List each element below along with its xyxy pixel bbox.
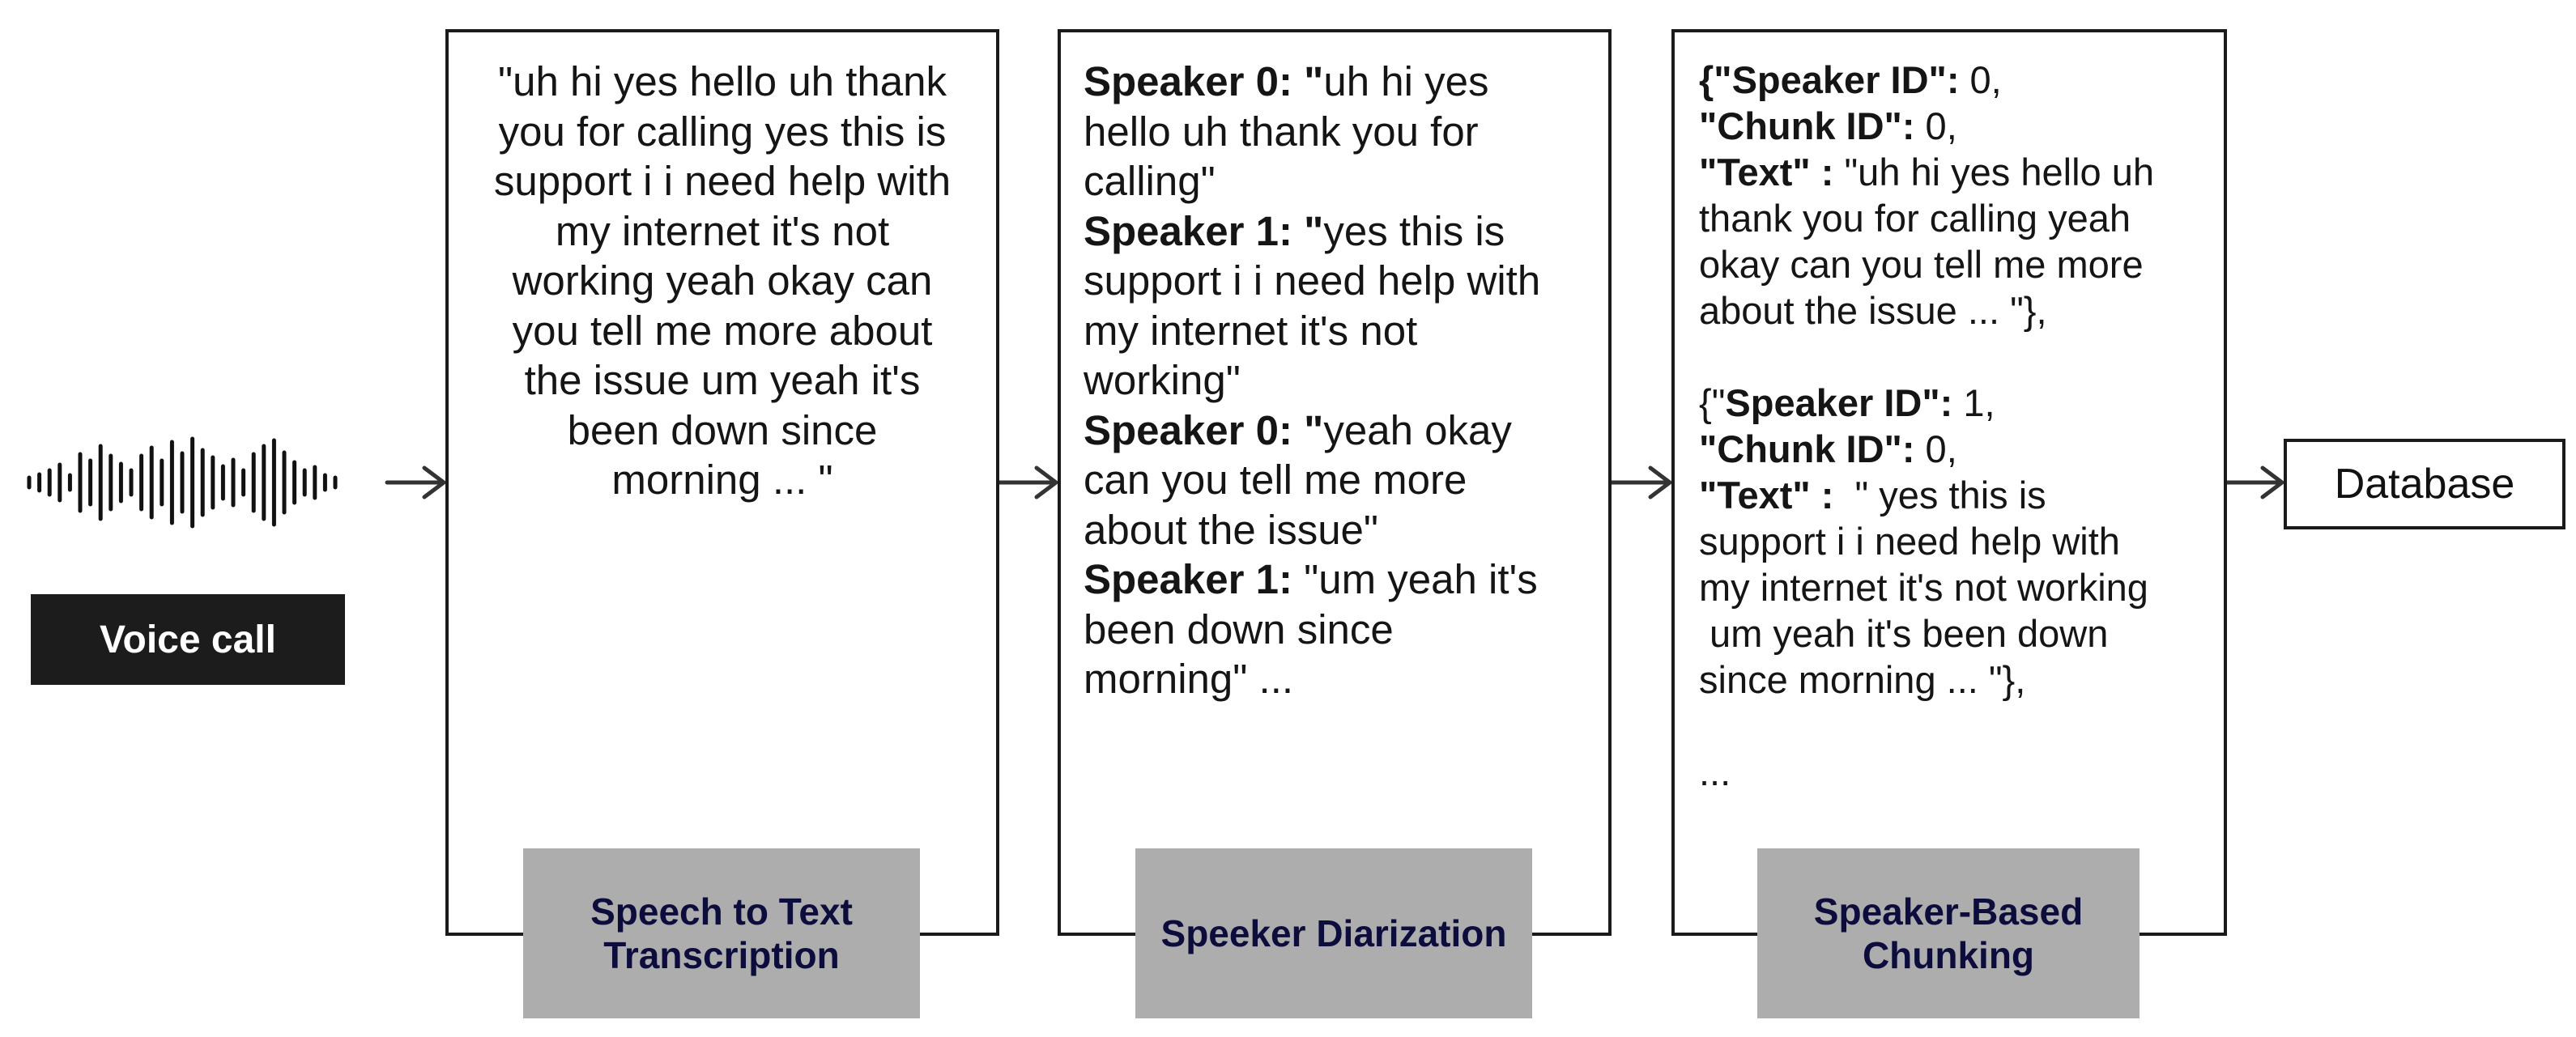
diarization-text bbox=[1084, 57, 1589, 704]
turn-text: "um yeah it's bbox=[1292, 556, 1538, 602]
json-value: 0, bbox=[1914, 104, 1957, 147]
transcript-line: working yeah okay can bbox=[512, 257, 933, 304]
json-value: "uh hi yes hello uh bbox=[1833, 151, 2154, 193]
chunk-text bbox=[1699, 472, 2204, 518]
turn-line: working" bbox=[1084, 357, 1241, 403]
turn-line: been down since bbox=[1084, 606, 1394, 652]
arrow-transcription-to-diarization bbox=[999, 468, 1056, 497]
chunk-text-line: about the issue ... "}, bbox=[1699, 289, 2047, 332]
chunking-text bbox=[1699, 57, 2204, 795]
transcript-line: support i i need help with bbox=[493, 158, 952, 204]
turn-line: about the issue" bbox=[1084, 506, 1379, 553]
diarization-stage-label: Speeker Diarization bbox=[1135, 848, 1532, 1018]
chunk-speaker-id bbox=[1699, 380, 2204, 426]
json-key: "Chunk ID": bbox=[1699, 427, 1915, 470]
transcript-line: my internet it's not bbox=[555, 207, 890, 254]
json-key: "Chunk ID": bbox=[1699, 104, 1915, 147]
diarization-turn bbox=[1084, 406, 1589, 456]
chunk-text-line: okay can you tell me more bbox=[1699, 243, 2144, 286]
arrow-voice-to-transcription bbox=[387, 468, 444, 497]
chunk-text-line: my internet it's not working bbox=[1699, 566, 2148, 609]
speaker-tag: Speaker 1: bbox=[1084, 556, 1292, 602]
voice-call-label: Voice call bbox=[31, 594, 345, 685]
turn-text: yeah okay bbox=[1323, 406, 1512, 453]
chunk-chunk-id bbox=[1699, 103, 2204, 149]
chunk-text-line: um yeah it's been down bbox=[1699, 612, 2109, 655]
chunk-text-line: support i i need help with bbox=[1699, 520, 2120, 563]
database-box: Database bbox=[2284, 439, 2565, 529]
chunking-stage-label: Speaker-Based Chunking bbox=[1757, 848, 2140, 1018]
json-key: Speaker ID": bbox=[1725, 381, 1953, 424]
transcription-text bbox=[463, 57, 981, 505]
transcription-stage-label: Speech to Text Transcription bbox=[523, 848, 920, 1018]
turn-line: support i i need help with bbox=[1084, 257, 1541, 304]
turn-text: yes this is bbox=[1323, 207, 1505, 254]
json-value: 1, bbox=[1952, 381, 1995, 424]
chunk-chunk-id bbox=[1699, 426, 2204, 472]
arrow-diarization-to-chunking bbox=[1612, 468, 1670, 497]
chunk-text-line: thank you for calling yeah bbox=[1699, 197, 2131, 240]
json-value: 0, bbox=[1914, 427, 1957, 470]
transcription-box bbox=[445, 29, 999, 936]
speaker-tag: Speaker 0: " bbox=[1084, 58, 1324, 104]
chunking-box bbox=[1671, 29, 2227, 936]
speaker-tag: Speaker 1: " bbox=[1084, 207, 1324, 254]
chunk-text-line: since morning ... "}, bbox=[1699, 658, 2026, 701]
diarization-turn bbox=[1084, 206, 1589, 257]
transcript-line: morning ... " bbox=[611, 457, 833, 503]
json-key: "Text" : bbox=[1699, 474, 1834, 516]
turn-line: can you tell me more bbox=[1084, 457, 1467, 503]
transcript-line: you tell me more about bbox=[512, 307, 933, 354]
chunk-text bbox=[1699, 149, 2204, 195]
turn-line: hello uh thank you for bbox=[1084, 108, 1479, 155]
turn-line: my internet it's not bbox=[1084, 307, 1418, 354]
transcript-line: "uh hi yes hello uh thank bbox=[498, 58, 947, 104]
diarization-turn bbox=[1084, 555, 1589, 605]
turn-line: morning" ... bbox=[1084, 656, 1294, 702]
arrow-chunking-to-database bbox=[2227, 468, 2282, 497]
diarization-box bbox=[1058, 29, 1612, 936]
diarization-turn bbox=[1084, 57, 1589, 107]
chunk-speaker-id bbox=[1699, 57, 2204, 103]
speaker-tag: Speaker 0: " bbox=[1084, 406, 1324, 453]
transcript-line: the issue um yeah it's bbox=[524, 357, 921, 403]
json-brace: {" bbox=[1699, 381, 1726, 424]
chunk-ellipsis: ... bbox=[1699, 750, 1731, 793]
json-value: 0, bbox=[1959, 58, 2002, 101]
json-key: "Text" : bbox=[1699, 151, 1834, 193]
transcript-line: you for calling yes this is bbox=[498, 108, 947, 155]
transcript-line: been down since bbox=[567, 406, 878, 453]
turn-text: uh hi yes bbox=[1323, 58, 1489, 104]
json-key: {"Speaker ID": bbox=[1699, 58, 1960, 101]
json-value: " yes this is bbox=[1833, 474, 2046, 516]
turn-line: calling" bbox=[1084, 158, 1216, 204]
